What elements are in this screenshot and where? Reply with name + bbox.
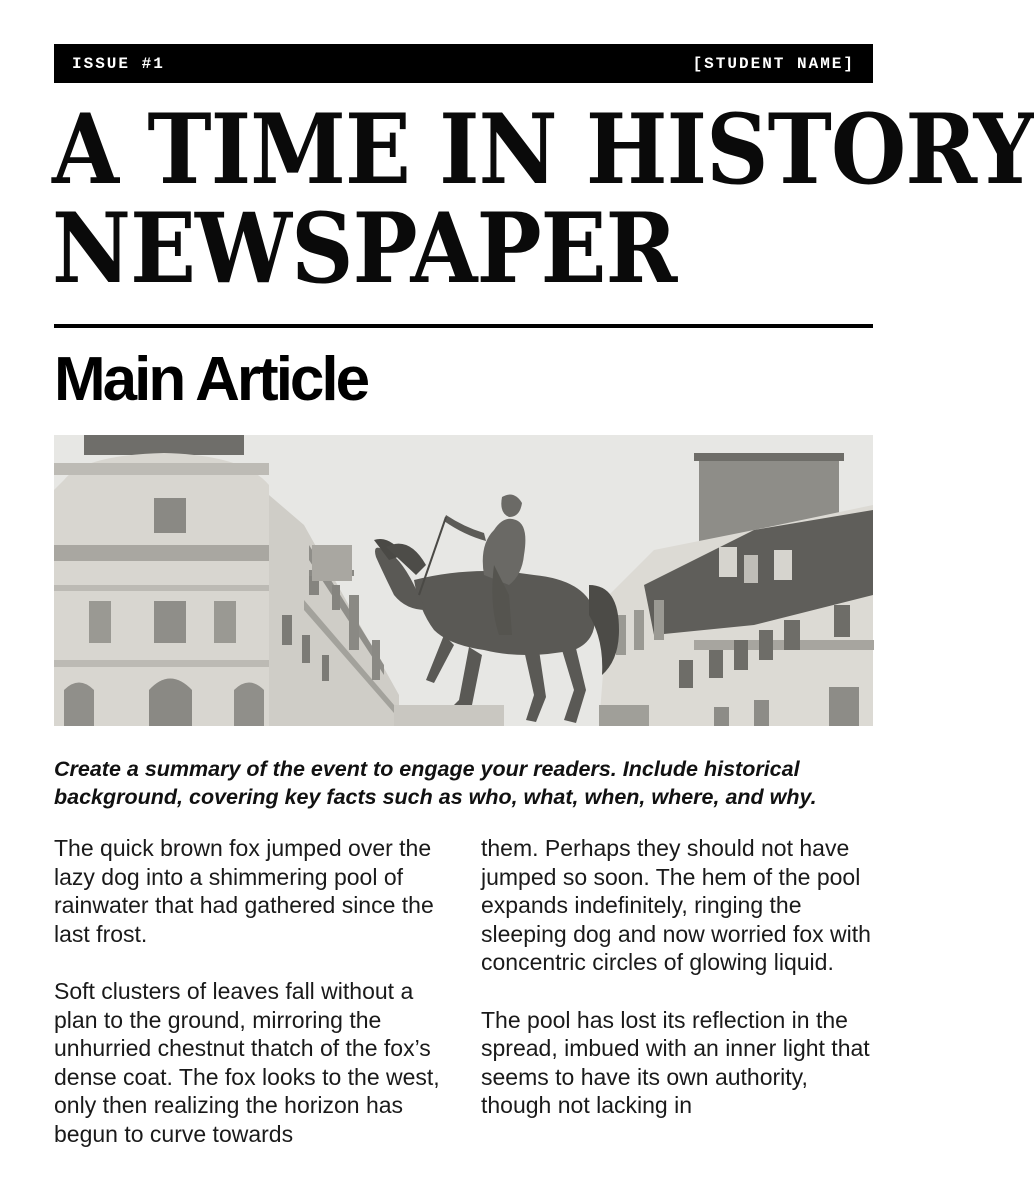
left-paragraph-1: The quick brown fox jumped over the lazy dog into a shimmering pool of rainwater that had gathered since the last frost. [54, 835, 434, 947]
statue-illustration [54, 435, 873, 726]
left-paragraph-2: Soft clusters of leaves fall without a plan to the ground, mirroring the unhurried chestnut thatch of the fox’s dense coat. The fox looks to the west, only then realizing the horizon has begun to curve towards [54, 977, 440, 1147]
equestrian-statue-photo [54, 435, 873, 726]
article-heading: Main Article [54, 345, 368, 414]
right-paragraph-1: them. Perhaps they should not have jumped so soon. The hem of the pool expands indefinitely, ringing the sleeping dog and now worried fox with concentric circles of glowing liquid. [481, 835, 871, 976]
article-column-left [54, 834, 454, 1177]
newspaper-title [52, 93, 1034, 305]
article-lede: Create a summary of the event to engage your readers. Include historical background, covering key facts such as who, what, when, where, and why. [54, 757, 817, 809]
student-name-placeholder: [STUDENT NAME] [692, 54, 855, 73]
title-divider [54, 324, 873, 328]
article-column-right [481, 834, 881, 1149]
right-paragraph-2: The pool has lost its reflection in the spread, imbued with an inner light that seems to have its own authority, though not lacking in [481, 1006, 870, 1119]
issue-number: ISSUE #1 [72, 54, 165, 73]
title-line-2: NEWSPAPER [52, 192, 677, 305]
issue-header-bar [54, 44, 873, 83]
title-line-1: A TIME IN HISTORY [52, 93, 1034, 206]
